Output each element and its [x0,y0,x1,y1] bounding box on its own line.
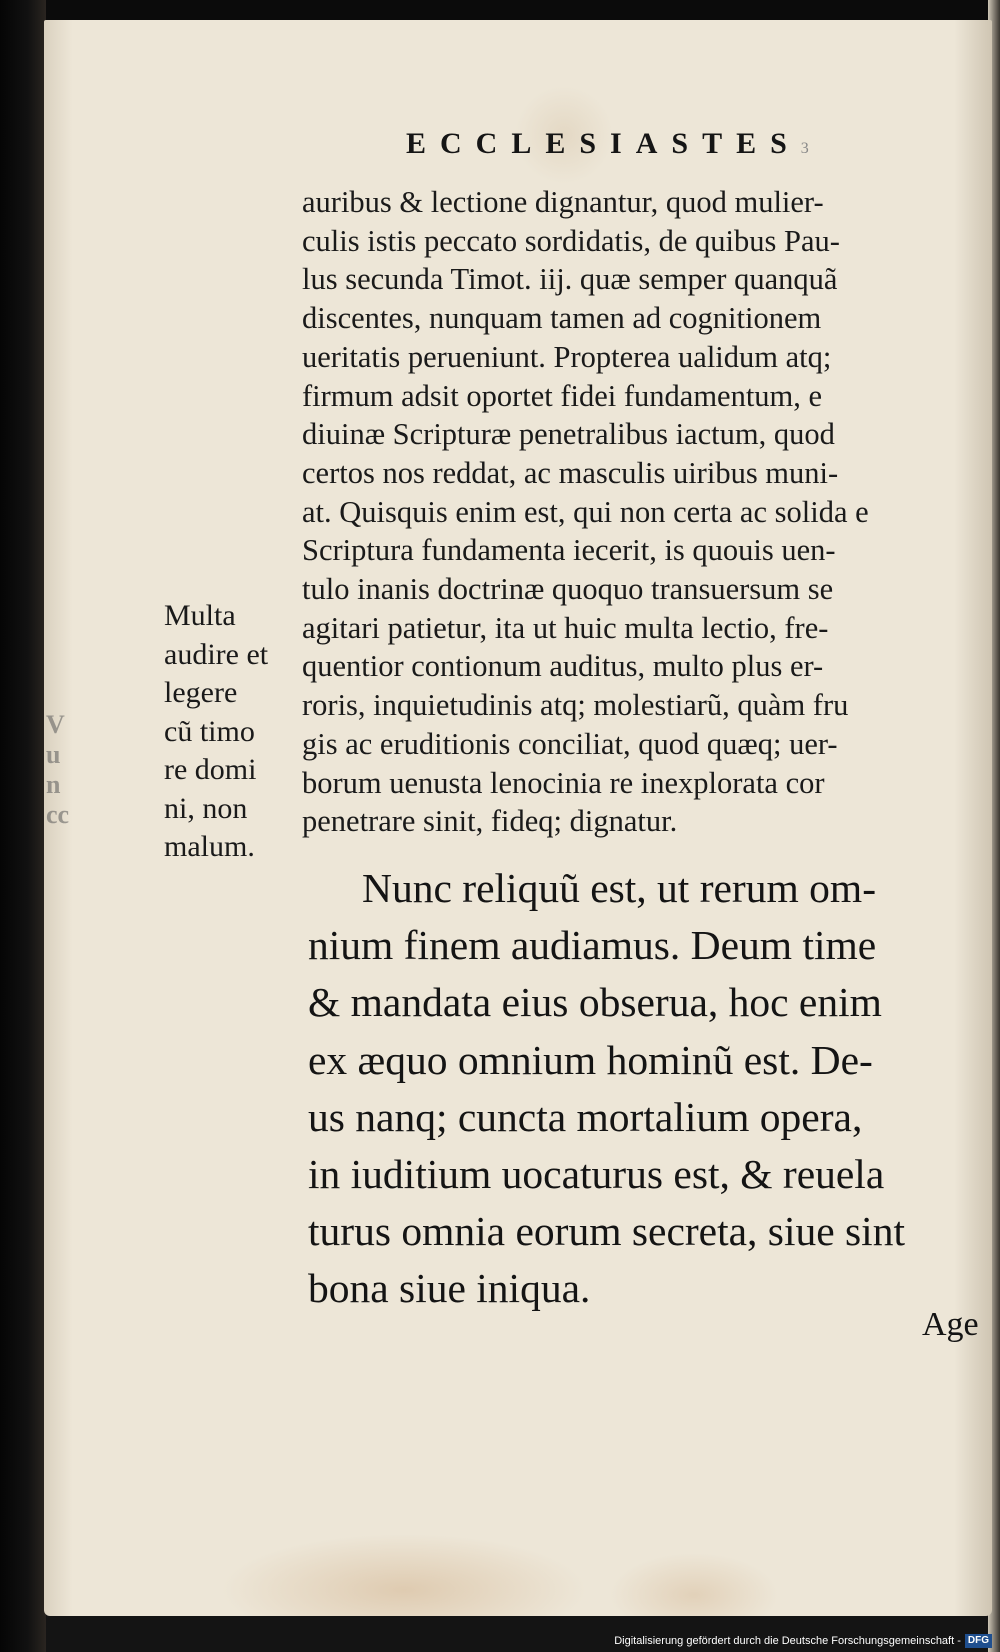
text-line: & mandata eius obserua, hoc enim [308,979,882,1026]
bleed-letter: cc [46,800,70,829]
gloss-line: ni, non [164,791,248,825]
marginal-gloss [164,597,299,867]
text-line: agitari patietur, ita ut huic multa lectio, fre- [302,610,829,645]
digitization-footer [614,1632,992,1650]
gloss-line: malum. [164,830,255,863]
bleed-letter: V [46,710,65,739]
gloss-line: audire et [164,637,269,671]
gloss-line: cũ timo [164,714,255,748]
running-header [406,127,809,161]
text-line: at. Quisquis enim est, qui non certa ac solida e [302,494,869,529]
dfg-logo-badge: DFG [965,1634,992,1648]
text-line: firmum adsit oportet fidei fundamentum, e [302,378,823,413]
text-line: discentes, nunquam tamen ad cognitionem [302,301,822,336]
text-line: bona siue iniqua. [308,1265,591,1312]
bleed-letter: n [46,770,61,799]
text-line: borum uenusta lenocinia re inexplorata cor [302,765,825,800]
page-number: 3 [800,140,809,157]
commentary-text-block [302,183,992,841]
running-title: ECCLESIASTES [406,127,801,160]
gloss-line: re domi [164,753,257,786]
text-line: penetrare sinit, fideq; dignatur. [302,804,678,839]
bleed-letter: u [46,740,61,769]
text-line: diuinæ Scripturæ penetralibus iactum, quod [302,417,835,452]
book-page [44,20,992,1616]
text-line: tulo inanis doctrinæ quoquo transuersum se [302,572,834,607]
scan-left-edge [0,0,46,1652]
text-line: lus secunda Timot. iij. quæ semper quanquã [302,262,838,297]
text-line: roris, inquietudinis atq; molestiarũ, quàm fru [302,688,849,723]
text-line: us nanq; cuncta mortalium opera, [308,1093,863,1140]
text-line: nium finem audiamus. Deum time [308,922,877,969]
gloss-line: Multa [164,599,236,632]
text-line: ueritatis perueniunt. Propterea ualidum atq; [302,339,832,374]
text-line: gis ac eruditionis conciliat, quod quæq; uer- [302,726,838,761]
text-line: quentior contionum auditus, multo plus er- [302,649,824,684]
scripture-text-block [308,860,998,1318]
facing-page-bleed-through [46,710,69,830]
catchword: Age [922,1306,979,1343]
text-line: turus omnia eorum secreta, siue sint [308,1208,905,1255]
footer-credit: Digitalisierung gefördert durch die Deutsche Forschungsgemeinschaft - [614,1635,961,1647]
scan-top-edge [0,0,1000,20]
text-line: certos nos reddat, ac masculis uiribus muni- [302,455,839,490]
text-line: auribus & lectione dignantur, quod mulier- [302,185,824,219]
gloss-line: legere [164,676,238,709]
text-line: ex æquo omnium hominũ est. De- [308,1036,873,1083]
text-line: culis istis peccato sordidatis, de quibus Pau- [302,223,840,258]
text-line: in iuditium uocaturus est, & reuela [308,1151,885,1198]
text-line: Nunc reliquũ est, ut rerum om- [362,865,877,911]
text-line: Scriptura fundamenta iecerit, is quouis uen- [302,533,836,568]
